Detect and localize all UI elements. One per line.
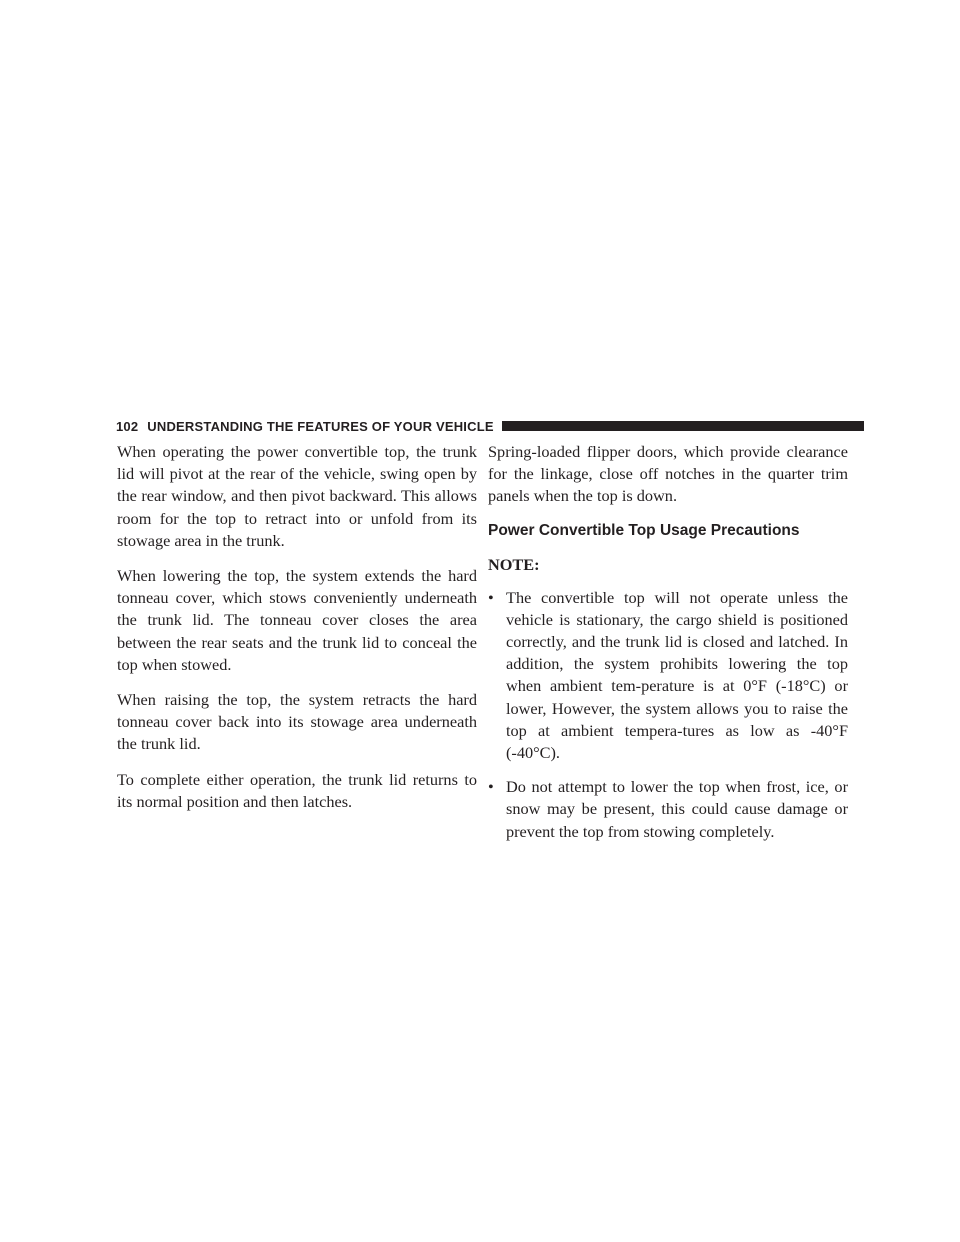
section-title: UNDERSTANDING THE FEATURES OF YOUR VEHICLE	[147, 418, 494, 434]
right-column	[488, 441, 848, 855]
note-label: NOTE:	[488, 554, 540, 574]
list-item	[488, 776, 848, 843]
precaution-list	[488, 587, 848, 843]
paragraph: When raising the top, the system retracts the hard tonneau cover back into its stowage area underneath the trunk lid.	[117, 690, 477, 754]
section-heading: Power Convertible Top Usage Precautions	[488, 521, 800, 539]
page-header	[116, 417, 864, 435]
list-item-text: Do not attempt to lower the top when frost, ice, or snow may be present, this could cause damage or prevent the top from stowing completely.	[506, 777, 848, 841]
page-number: 102	[116, 418, 139, 434]
paragraph: When lowering the top, the system extends the hard tonneau cover, which stows conveniently underneath the trunk lid. The tonneau cover closes the area between the rear seats and the trunk lid to conceal the top when stowed.	[117, 566, 477, 674]
bullet-icon: •	[488, 777, 494, 797]
paragraph: Spring-loaded flipper doors, which provide clearance for the linkage, close off notches in the quarter trim panels when the top is down.	[488, 442, 848, 506]
paragraph: When operating the power convertible top, the trunk lid will pivot at the rear of the vehicle, swing open by the rear window, and then pivot backward. This allows room for the top to retract into or unfold from its stowage area in the trunk.	[117, 442, 477, 550]
left-column	[117, 441, 477, 826]
header-rule	[502, 421, 864, 431]
list-item	[488, 587, 848, 765]
paragraph: To complete either operation, the trunk lid returns to its normal position and then latches.	[117, 769, 477, 811]
list-item-text: The convertible top will not operate unless the vehicle is stationary, the cargo shield is positioned correctly, and the trunk lid is closed and latched. In addition, the system prohibits lowering the top when ambient tem-perature is at 0°F (-18°C) or lower, However, the system allows you to raise the top at ambient tempera-tures as low as -40°F (-40°C).	[506, 587, 848, 763]
bullet-icon: •	[488, 587, 494, 607]
